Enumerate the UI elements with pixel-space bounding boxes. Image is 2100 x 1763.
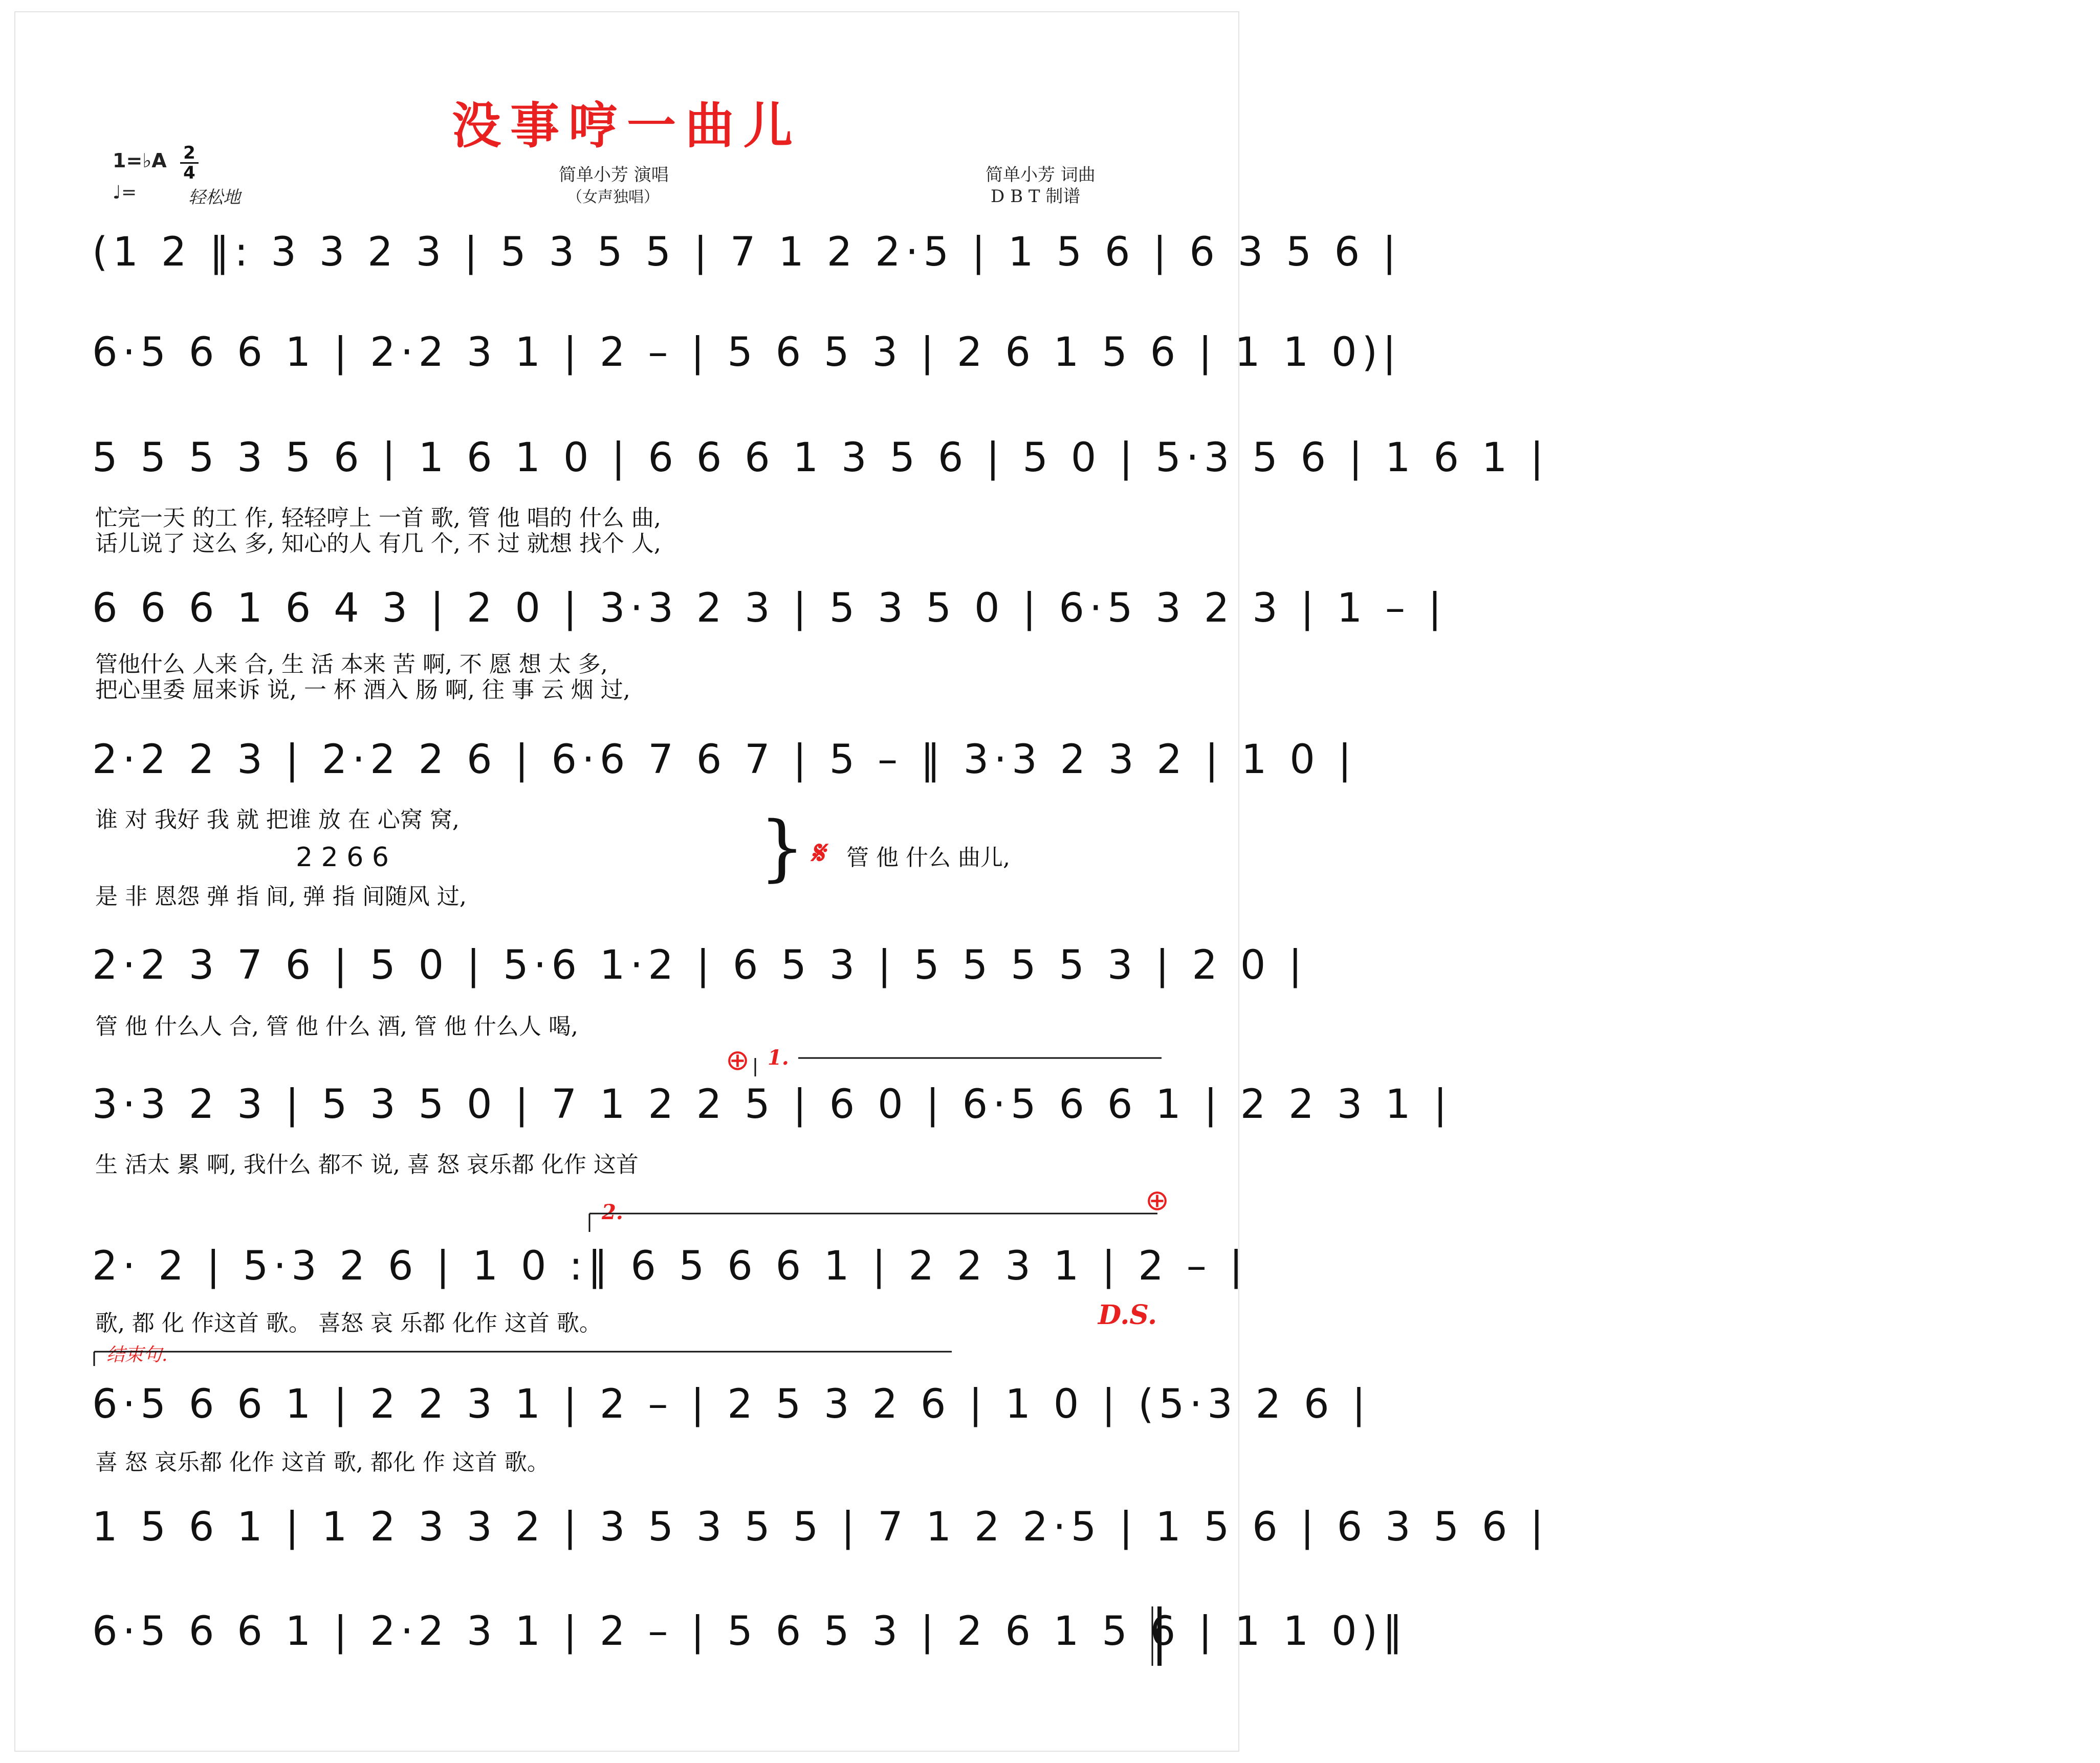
arranger-credit: D B T 制谱 bbox=[991, 186, 1081, 207]
dal-segno-mark: D.S. bbox=[1098, 1299, 1157, 1331]
staff-row-2-notes: 6·5 6 6 1 | 2·2 3 1 | 2 – | 5 6 5 3 | 2 6 1 5 6 | 1 1 0)| bbox=[92, 329, 1402, 376]
voice-type: （女声独唱） bbox=[567, 188, 659, 206]
song-title: 没事哼一曲儿 bbox=[452, 97, 802, 155]
time-bottom: 4 bbox=[183, 163, 195, 183]
lyricist-credit: 简单小芳 词曲 bbox=[986, 165, 1096, 185]
staff-row-3-notes: 5 5 5 3 5 6 | 1 6 1 0 | 6 6 6 1 3 5 6 | 5 0 | 5·3 5 6 | 1 6 1 | bbox=[92, 435, 1549, 481]
singer-credit: 简单小芳 演唱 bbox=[559, 165, 669, 185]
staff-row-11-notes: 6·5 6 6 1 | 2·2 3 1 | 2 – | 5 6 5 3 | 2 6 1 5 6 | 1 1 0)‖ bbox=[92, 1608, 1408, 1655]
staff-row-8-notes: 2· 2 | 5·3 2 6 | 1 0 :‖ 6 5 6 6 1 | 2 2 3 1 | 2 – | bbox=[92, 1243, 1248, 1289]
volta-1-label: 1. bbox=[768, 1046, 789, 1070]
staff-row-5-segno-lyrics: 管 他 什么 曲儿, bbox=[846, 845, 1010, 871]
lyrics-brace: } bbox=[759, 806, 805, 890]
staff-row-4-notes: 6 6 6 1 6 4 3 | 2 0 | 3·3 2 3 | 5 3 5 0 | 6·5 3 2 3 | 1 – | bbox=[92, 585, 1447, 631]
tempo-symbol: ♩= bbox=[113, 182, 137, 203]
coda-icon: ⊕ bbox=[726, 1044, 750, 1077]
staff-row-7-lyrics-1: 生 活太 累 啊, 我什么 都不 说, 喜 怒 哀乐都 化作 这首 bbox=[95, 1152, 639, 1178]
staff-row-9-lyrics-1: 喜 怒 哀乐都 化作 这首 歌, 都化 作 这首 歌。 bbox=[95, 1449, 550, 1475]
ending-label: 结束句. bbox=[106, 1345, 168, 1365]
staff-row-5-inline-notes: 2 2 6 6 bbox=[296, 842, 389, 873]
coda-icon-end: ⊕ bbox=[1145, 1184, 1169, 1217]
staff-row-9-notes: 6·5 6 6 1 | 2 2 3 1 | 2 – | 2 5 3 2 6 | 1 0 | (5·3 2 6 | bbox=[92, 1381, 1371, 1427]
staff-row-6-lyrics-1: 管 他 什么人 合, 管 他 什么 酒, 管 他 什么人 喝, bbox=[95, 1013, 578, 1040]
time-top: 2 bbox=[183, 143, 195, 163]
staff-row-4-lyrics-1: 管他什么 人来 合, 生 活 本来 苦 啊, 不 愿 想 太 多, bbox=[95, 651, 608, 677]
staff-row-5-notes: 2·2 2 3 | 2·2 2 6 | 6·6 7 6 7 | 5 – ‖ 3·3 2 3 2 | 1 0 | bbox=[92, 737, 1357, 783]
tempo-word: 轻松地 bbox=[188, 187, 240, 208]
staff-row-3-lyrics-2: 话儿说了 这么 多, 知心的人 有几 个, 不 过 就想 找个 人, bbox=[95, 531, 661, 557]
volta-2-label: 2. bbox=[602, 1200, 623, 1224]
staff-row-3-lyrics-1: 忙完一天 的工 作, 轻轻哼上 一首 歌, 管 他 唱的 什么 曲, bbox=[95, 505, 661, 531]
staff-row-8-lyrics-1: 歌, 都 化 作这首 歌。 喜怒 哀 乐都 化作 这首 歌。 bbox=[95, 1310, 602, 1336]
staff-row-10-notes: 1 5 6 1 | 1 2 3 3 2 | 3 5 3 5 5 | 7 1 2 2·5 | 1 5 6 | 6 3 5 6 | bbox=[92, 1504, 1549, 1550]
staff-row-5-lyrics-1: 谁 对 我好 我 就 把谁 放 在 心窝 窝, bbox=[95, 807, 460, 833]
time-signature bbox=[180, 144, 199, 182]
staff-row-7-notes: 3·3 2 3 | 5 3 5 0 | 7 1 2 2 5 | 6 0 | 6·5 6 6 1 | 2 2 3 1 | bbox=[92, 1082, 1452, 1128]
staff-row-4-lyrics-2: 把心里委 屈来诉 说, 一 杯 酒入 肠 啊, 往 事 云 烟 过, bbox=[95, 677, 630, 703]
segno-icon: 𝄋 bbox=[811, 834, 824, 871]
staff-row-6-notes: 2·2 3 7 6 | 5 0 | 5·6 1·2 | 6 5 3 | 5 5 5 5 3 | 2 0 | bbox=[92, 942, 1307, 988]
staff-row-1-notes: (1 2 ‖: 3 3 2 3 | 5 3 5 5 | 7 1 2 2·5 | 1 5 6 | 6 3 5 6 | bbox=[92, 229, 1402, 275]
key-signature: 1=♭A bbox=[113, 149, 167, 172]
staff-row-5-lyrics-2: 是 非 恩怨 弹 指 间, 弹 指 间随风 过, bbox=[95, 884, 467, 910]
